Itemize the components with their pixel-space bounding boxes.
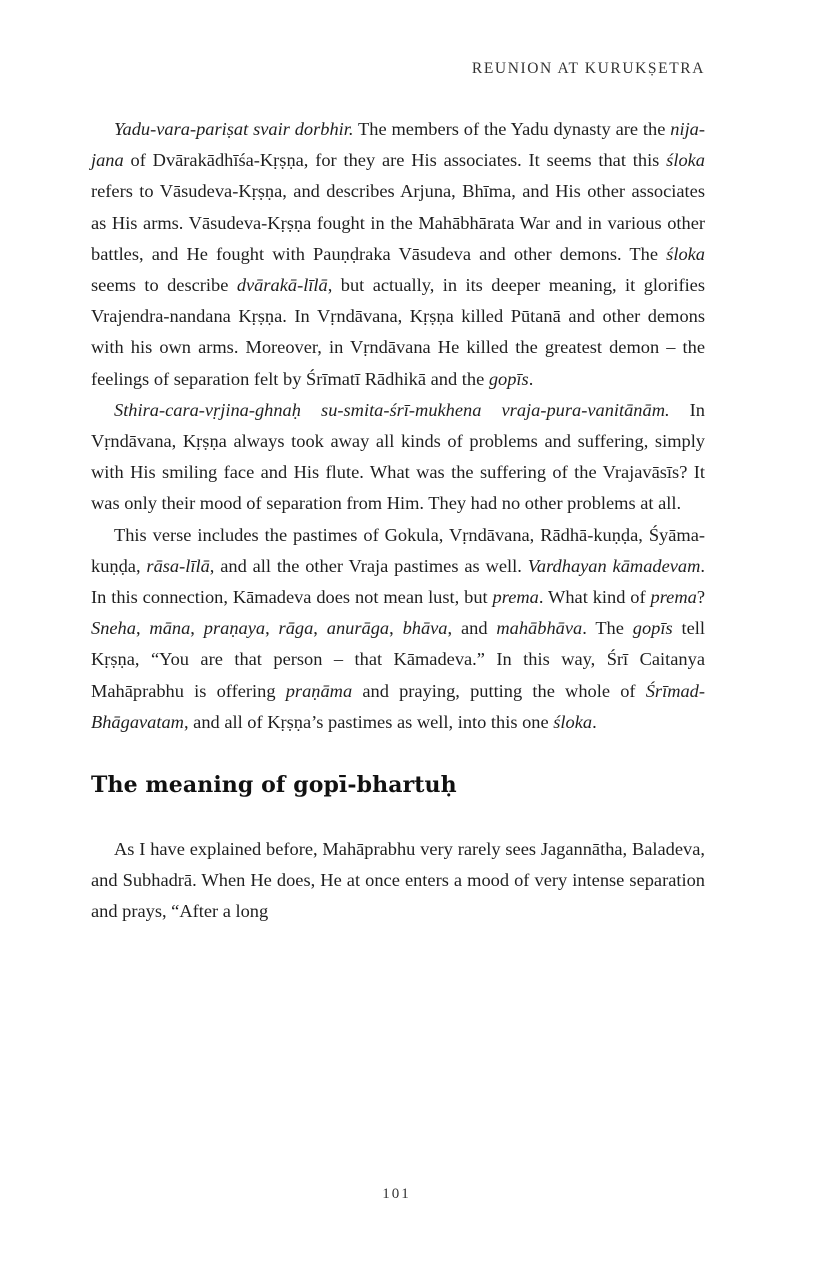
text-run: , and all of Kṛṣṇa’s pastimes as well, into this one (183, 711, 554, 732)
italic-term: Sneha (91, 618, 136, 639)
text-run: As I have explained before, Mahāprabhu very rarely sees Jagannātha, Baladeva, and Subhadrā. When He does, He at once enters a mood of very intense separation and prays, “After a long (91, 839, 705, 922)
italic-term: nija-jana (91, 119, 705, 171)
text-run: , and all the other Vraja pastimes as well. (209, 555, 528, 576)
text-run: , (190, 618, 204, 639)
text-run: The members of the Yadu dynasty are the (353, 119, 671, 139)
text-run: , (135, 618, 150, 639)
text-run: This verse includes the pastimes of Gokula, Vṛndāvana, Rādhā-kuṇḍa, Śyāma-kuṇḍa, (91, 524, 705, 576)
paragraph (91, 834, 705, 928)
italic-term: Vardhayan kāmadevam (527, 555, 701, 576)
page-body (91, 114, 705, 928)
italic-term: śloka (666, 150, 705, 171)
text-run: seems to describe (91, 275, 237, 296)
text-run: of Dvārakādhīśa-Kṛṣṇa, for they are His associates. It seems that this (123, 150, 667, 171)
text-run: , (313, 618, 327, 639)
paragraph (91, 395, 705, 520)
italic-term: Śrīmad-Bhāgavatam (91, 680, 705, 732)
italic-term: dvārakā-līlā (236, 275, 328, 296)
paragraph (91, 520, 705, 738)
italic-term: māna (149, 618, 191, 639)
italic-verse: Sthira-cara-vṛjina-ghnaḥ su-smita-śrī-mukhena vraja-pura-vanitānām. (114, 399, 670, 420)
italic-term: rāsa-līlā (146, 555, 210, 576)
italic-term: rāga (278, 618, 314, 639)
italic-term: śloka (553, 711, 593, 732)
italic-term: gopīs (488, 368, 529, 389)
running-header: REUNION AT KURUKṢETRA (471, 60, 705, 77)
text-run: . (528, 368, 534, 389)
italic-term: śloka (666, 243, 705, 264)
text-run: , but actually, in its deeper meaning, it glorifies Vrajendra-nandana Kṛṣṇa. In Vṛndāvana, Kṛṣṇa killed Pūtanā and other demons with his own arms. Moreover, in Vṛndāvana He killed the greatest demon – the feelings of separation felt by Śrīmatī Rādhikā and the (91, 275, 705, 389)
italic-term: mahābhāva (496, 618, 583, 639)
text-run: . In this connection, Kāmadeva does not mean lust, but (91, 555, 705, 608)
text-run: tell Kṛṣṇa, “You are that person – that Kāmadeva.” In this way, Śrī Caitanya Mahāprabhu is offering (91, 618, 705, 701)
paragraph (91, 114, 705, 395)
text-run: . The (582, 618, 633, 639)
italic-term: anurāga (326, 618, 390, 639)
page-number: 101 (382, 1186, 411, 1202)
italic-term: Yadu-vara-pariṣat svair dorbhir. (114, 119, 354, 139)
text-run: In Vṛndāvana, Kṛṣṇa always took away all kinds of problems and suffering, simply with His smiling face and His flute. What was the suffering of the Vrajavāsīs? It was only their mood of separation from Him. They had no other problems at all. (91, 399, 705, 514)
text-run: , (265, 618, 279, 639)
text-run: and praying, putting the whole of (352, 680, 646, 701)
text-run: , (389, 618, 403, 639)
text-run: refers to Vāsudeva-Kṛṣṇa, and describes Arjuna, Bhīma, and His other associates as His arms. Vāsudeva-Kṛṣṇa fought in the Mahābhārata War and in various other battles, and He fought with Pauṇḍraka Vāsudeva and other demons. The (91, 181, 705, 264)
italic-term: prema (492, 587, 539, 608)
section-heading: The meaning of gopī-bhartuḥ (91, 772, 457, 799)
italic-term: bhāva (402, 618, 448, 639)
text-run: ? (696, 587, 705, 608)
italic-term: gopīs (632, 618, 673, 639)
text-run: . What kind of (538, 587, 651, 608)
text-run: . (592, 711, 597, 732)
italic-term: praṇāma (285, 680, 353, 701)
italic-term: prema (650, 587, 697, 608)
italic-term: praṇaya (203, 618, 266, 639)
text-run: , and (447, 618, 497, 639)
